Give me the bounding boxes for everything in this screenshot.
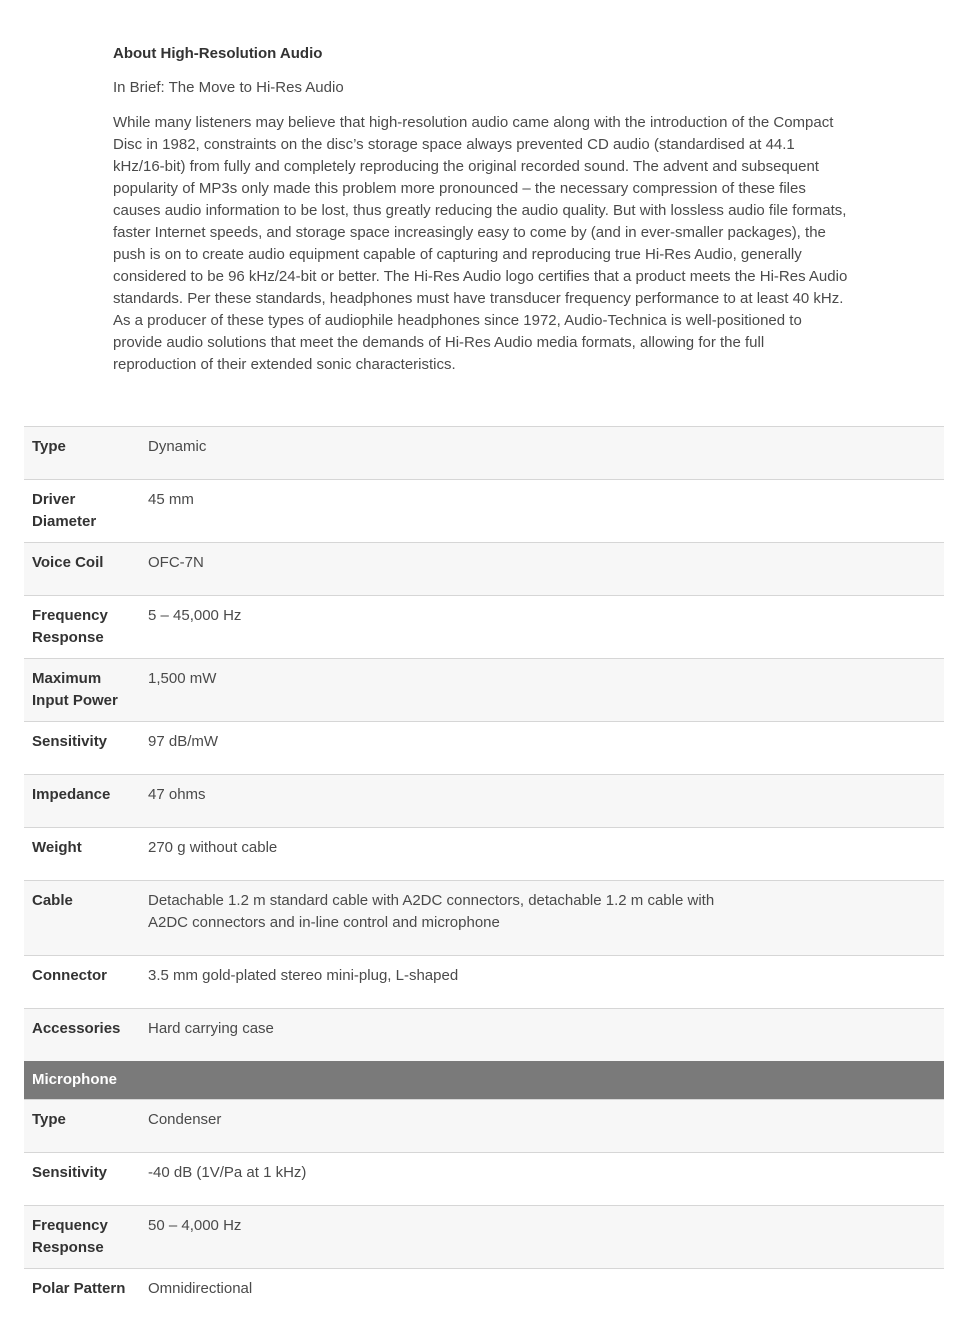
spec-value: 50 – 4,000 Hz	[136, 1206, 944, 1269]
spec-row-connector	[24, 956, 944, 1009]
spec-row-cable	[24, 881, 944, 956]
spec-label: Polar Pattern	[24, 1269, 136, 1321]
spec-value: Hard carrying case	[136, 1009, 944, 1062]
microphone-section-header	[24, 1061, 944, 1100]
spec-label: Weight	[24, 828, 136, 881]
spec-label: Type	[24, 1100, 136, 1153]
spec-row-weight	[24, 828, 944, 881]
spec-row-accessories	[24, 1009, 944, 1062]
mic-row-polar-pattern	[24, 1269, 944, 1321]
spec-label: Frequency Response	[24, 1206, 136, 1269]
spec-value: Condenser	[136, 1100, 944, 1153]
spec-label: Type	[24, 427, 136, 480]
spec-value: Dynamic	[136, 427, 944, 480]
mic-row-type	[24, 1100, 944, 1153]
about-subtitle: In Brief: The Move to Hi-Res Audio	[113, 78, 848, 98]
spec-value: 45 mm	[136, 480, 944, 543]
spec-value: 5 – 45,000 Hz	[136, 596, 944, 659]
spec-row-voice-coil	[24, 543, 944, 596]
about-section	[113, 44, 848, 376]
about-title: About High-Resolution Audio	[113, 44, 848, 64]
spec-row-frequency-response	[24, 596, 944, 659]
spec-value: 270 g without cable	[136, 828, 944, 881]
spec-value: 3.5 mm gold-plated stereo mini-plug, L-shaped	[136, 956, 944, 1009]
spec-label: Frequency Response	[24, 596, 136, 659]
spec-value: Detachable 1.2 m standard cable with A2DC connectors, detachable 1.2 m cable with A2DC connectors and in-line control and microphone	[136, 881, 944, 956]
spec-row-impedance	[24, 775, 944, 828]
specifications-table	[24, 426, 944, 1321]
spec-row-sensitivity	[24, 722, 944, 775]
spec-value: 47 ohms	[136, 775, 944, 828]
spec-value: OFC-7N	[136, 543, 944, 596]
spec-label: Impedance	[24, 775, 136, 828]
spec-label: Accessories	[24, 1009, 136, 1062]
spec-row-driver-diameter	[24, 480, 944, 543]
spec-value: -40 dB (1V/Pa at 1 kHz)	[136, 1153, 944, 1206]
spec-label: Maximum Input Power	[24, 659, 136, 722]
spec-value: 97 dB/mW	[136, 722, 944, 775]
mic-row-sensitivity	[24, 1153, 944, 1206]
spec-label: Sensitivity	[24, 1153, 136, 1206]
spec-value: Omnidirectional	[136, 1269, 944, 1321]
spec-row-type	[24, 427, 944, 480]
section-title: Microphone	[24, 1061, 944, 1100]
spec-row-maximum-input-power	[24, 659, 944, 722]
about-body: While many listeners may believe that high-resolution audio came along with the introduction of the Compact Disc in 1982, constraints on the disc’s storage space always prevented CD audio (standardised at 44.1 kHz/16-bit) from fully and completely reproducing the original recorded sound. The advent and subsequent popularity of MP3s only made this problem more pronounced – the necessary compression of these files causes audio information to be lost, thus greatly reducing the audio quality. But with lossless audio file formats, faster Internet speeds, and storage space increasingly easy to come by (and in ever-smaller packages), the push is on to create audio equipment capable of capturing and reproducing true Hi-Res Audio, generally considered to be 96 kHz/24-bit or better. The Hi-Res Audio logo certifies that a product meets the Hi-Res Audio standards. Per these standards, headphones must have transducer frequency performance to at least 40 kHz. As a producer of these types of audiophile headphones since 1972, Audio-Technica is well-positioned to provide audio solutions that meet the demands of Hi-Res Audio media formats, allowing for the full reproduction of their extended sonic characteristics.	[113, 112, 848, 376]
spec-label: Voice Coil	[24, 543, 136, 596]
spec-label: Driver Diameter	[24, 480, 136, 543]
spec-label: Sensitivity	[24, 722, 136, 775]
spec-label: Cable	[24, 881, 136, 956]
spec-value: 1,500 mW	[136, 659, 944, 722]
mic-row-frequency-response	[24, 1206, 944, 1269]
spec-label: Connector	[24, 956, 136, 1009]
